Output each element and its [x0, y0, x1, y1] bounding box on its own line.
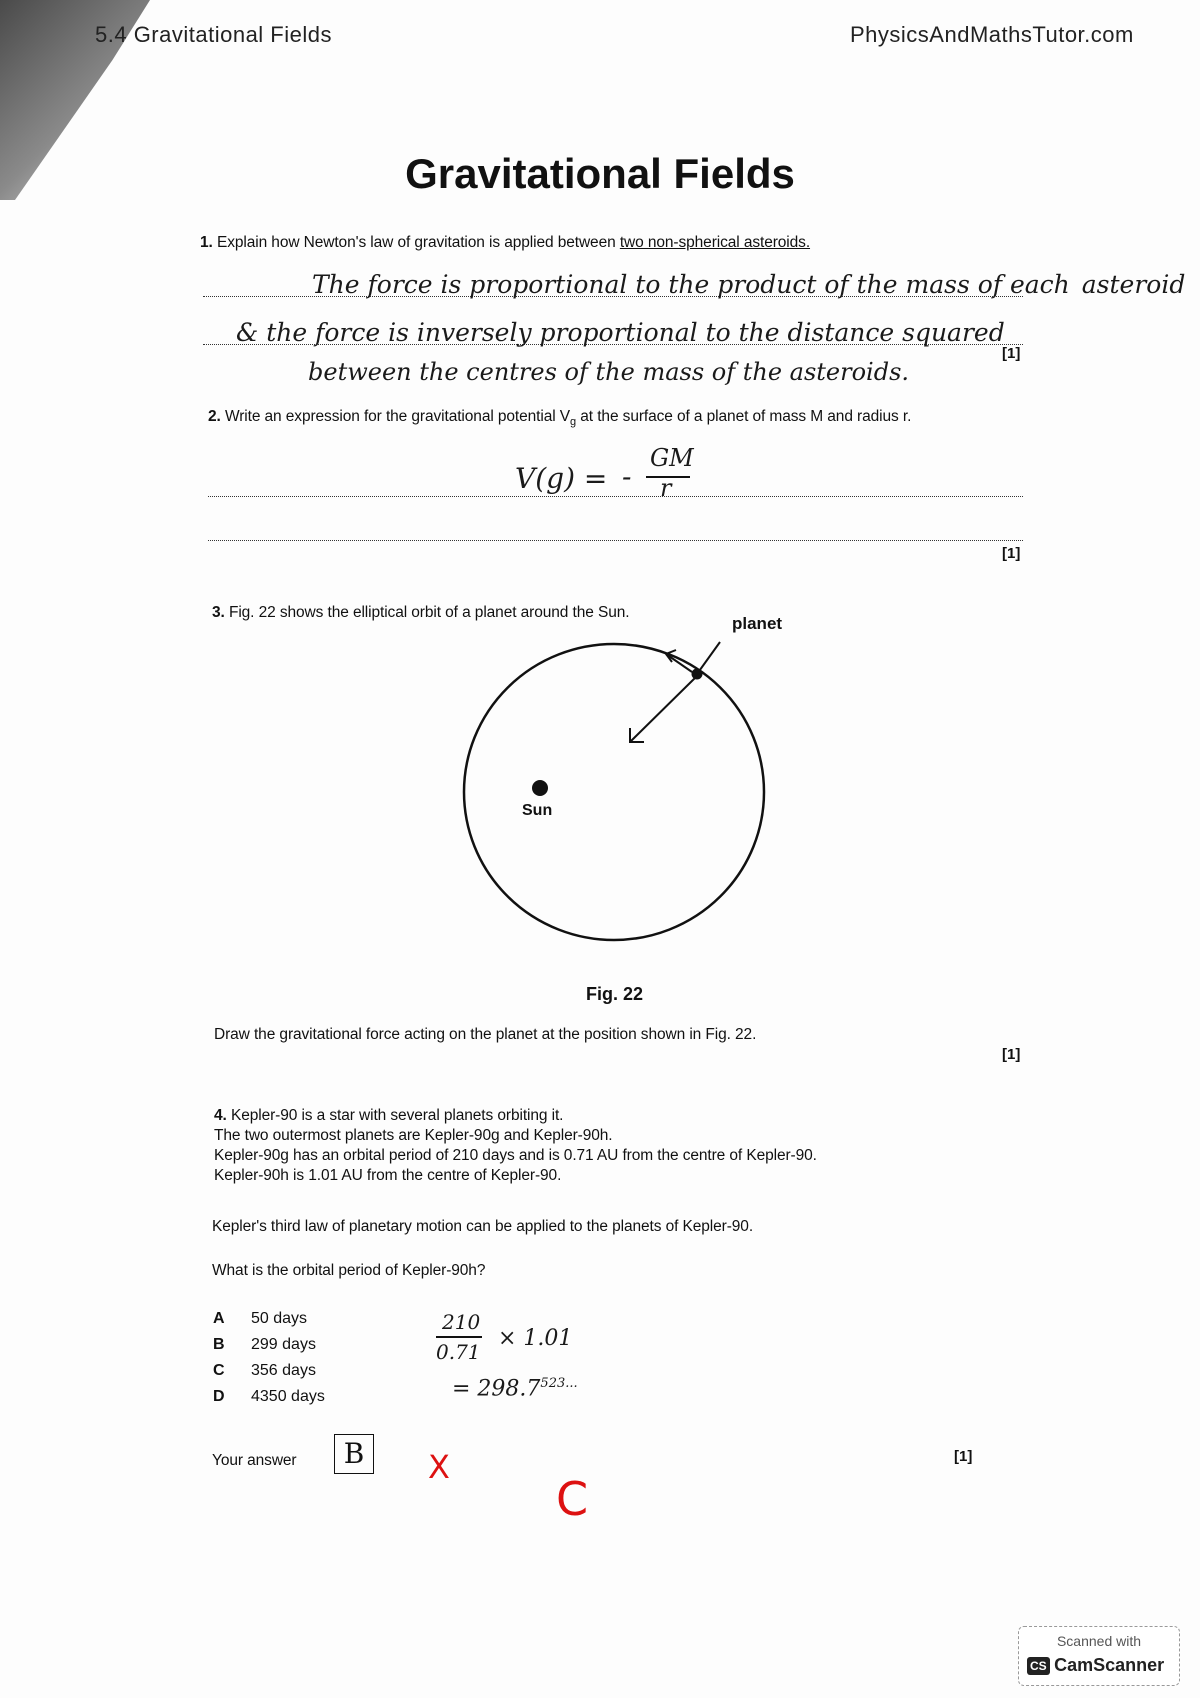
- q4-answer-label: Your answer: [212, 1452, 297, 1469]
- q2-answer-line-2: [208, 540, 1023, 541]
- q2-answer-denominator: r: [660, 474, 672, 502]
- q1-prompt-text: Explain how Newton's law of gravitation is applied between: [216, 234, 616, 251]
- option-d-text: 4350 days: [251, 1388, 325, 1405]
- watermark-line1: Scanned with: [1056, 1633, 1142, 1649]
- q4-line-3: Kepler-90g has an orbital period of 210 days and is 0.71 AU from the centre of Kepler-90.: [214, 1147, 817, 1164]
- option-d[interactable]: [213, 1384, 325, 1410]
- fig22-caption: Fig. 22: [586, 984, 644, 1004]
- q2-answer-sign: -: [622, 460, 632, 493]
- option-c-letter: C: [213, 1362, 225, 1379]
- q1-answer-line1: The force is proportional to the product of the mass of each: [312, 270, 1070, 299]
- q4-intro: [214, 1106, 817, 1186]
- q4-number: 4.: [214, 1107, 227, 1124]
- q3-prompt-text: Fig. 22 shows the elliptical orbit of a planet around the Sun.: [228, 604, 630, 621]
- q4-question: What is the orbital period of Kepler-90h?: [212, 1262, 486, 1279]
- q4-options: [213, 1306, 325, 1410]
- q4-line-4: Kepler-90h is 1.01 AU from the centre of Kepler-90.: [214, 1167, 562, 1184]
- working-multiplier: × 1.01: [498, 1326, 573, 1351]
- sun-dot: [532, 780, 548, 796]
- watermark-brand-row: [1027, 1655, 1164, 1676]
- option-b-text: 299 days: [251, 1336, 316, 1353]
- q4-statement: Kepler's third law of planetary motion can be applied to the planets of Kepler-90.: [212, 1218, 754, 1235]
- q2-number: 2.: [208, 408, 221, 425]
- q2-prompt: [208, 408, 911, 428]
- option-b-letter: B: [213, 1336, 225, 1353]
- working-result: [452, 1376, 578, 1401]
- q4-line-1-text: Kepler-90 is a star with several planets orbiting it.: [230, 1107, 564, 1124]
- q4-cross-mark: X: [428, 1448, 450, 1486]
- camscanner-logo-icon: CS: [1027, 1657, 1050, 1675]
- working-numerator: 210: [442, 1310, 481, 1334]
- q1-number: 1.: [200, 234, 213, 251]
- q1-answer-line1-tail: asteroid: [1081, 270, 1186, 299]
- label-planet: planet: [732, 614, 783, 633]
- working-result-sup: 523...: [540, 1376, 578, 1391]
- q1-answer-text-2: & the force is inversely proportional to the distance squared: [236, 318, 1005, 347]
- planet-label-leader: [697, 642, 720, 674]
- working-denominator: 0.71: [436, 1340, 481, 1364]
- working-result-main: = 298.7: [452, 1376, 541, 1402]
- q4-line-2: The two outermost planets are Kepler-90g and Kepler-90h.: [214, 1127, 613, 1144]
- option-c-text: 356 days: [251, 1362, 316, 1379]
- q1-answer-text-3: between the centres of the mass of the asteroids.: [308, 358, 910, 386]
- label-sun: Sun: [522, 802, 553, 819]
- q2-prompt-sub: g: [570, 416, 577, 429]
- orbit-ellipse: [464, 644, 764, 940]
- working-fraction-bar: [436, 1336, 482, 1338]
- q3-number: 3.: [212, 604, 225, 621]
- q4-line-1: [214, 1106, 817, 1126]
- q3-marks: [1]: [1002, 1046, 1021, 1063]
- q1-prompt-underlined: two non-spherical asteroids.: [619, 234, 811, 251]
- q1-prompt: [200, 234, 810, 252]
- q1-answer-text-1: [312, 270, 1185, 299]
- q2-prompt-tail: at the surface of a planet of mass M and radius r.: [580, 408, 912, 425]
- q4-correction: C: [556, 1472, 589, 1526]
- option-b[interactable]: [213, 1332, 325, 1358]
- q2-answer-numerator: GM: [650, 444, 694, 472]
- page-title: Gravitational Fields: [405, 150, 795, 197]
- q2-answer-line-1: [208, 496, 1023, 497]
- q4-marks: [1]: [954, 1448, 973, 1465]
- q2-marks: [1]: [1002, 545, 1021, 562]
- option-a-text: 50 days: [251, 1310, 308, 1327]
- force-arrow-line: [630, 676, 697, 742]
- option-a[interactable]: [213, 1306, 325, 1332]
- q1-marks: [1]: [1002, 345, 1021, 362]
- q2-prompt-text: Write an expression for the gravitational potential V: [224, 408, 571, 425]
- q4-answer-box[interactable]: B: [334, 1434, 374, 1474]
- camscanner-watermark: [1018, 1626, 1180, 1686]
- watermark-brand: CamScanner: [1054, 1655, 1165, 1675]
- header-right: PhysicsAndMathsTutor.com: [850, 22, 1134, 47]
- q2-answer-lhs: V(g) =: [515, 462, 608, 495]
- option-a-letter: A: [213, 1310, 225, 1327]
- q3-instruction: Draw the gravitational force acting on the planet at the position shown in Fig. 22.: [214, 1026, 757, 1043]
- fig22-orbit-diagram: [430, 620, 790, 950]
- option-d-letter: D: [213, 1388, 225, 1405]
- option-c[interactable]: [213, 1358, 325, 1384]
- header-left: 5.4 Gravitational Fields: [95, 22, 332, 47]
